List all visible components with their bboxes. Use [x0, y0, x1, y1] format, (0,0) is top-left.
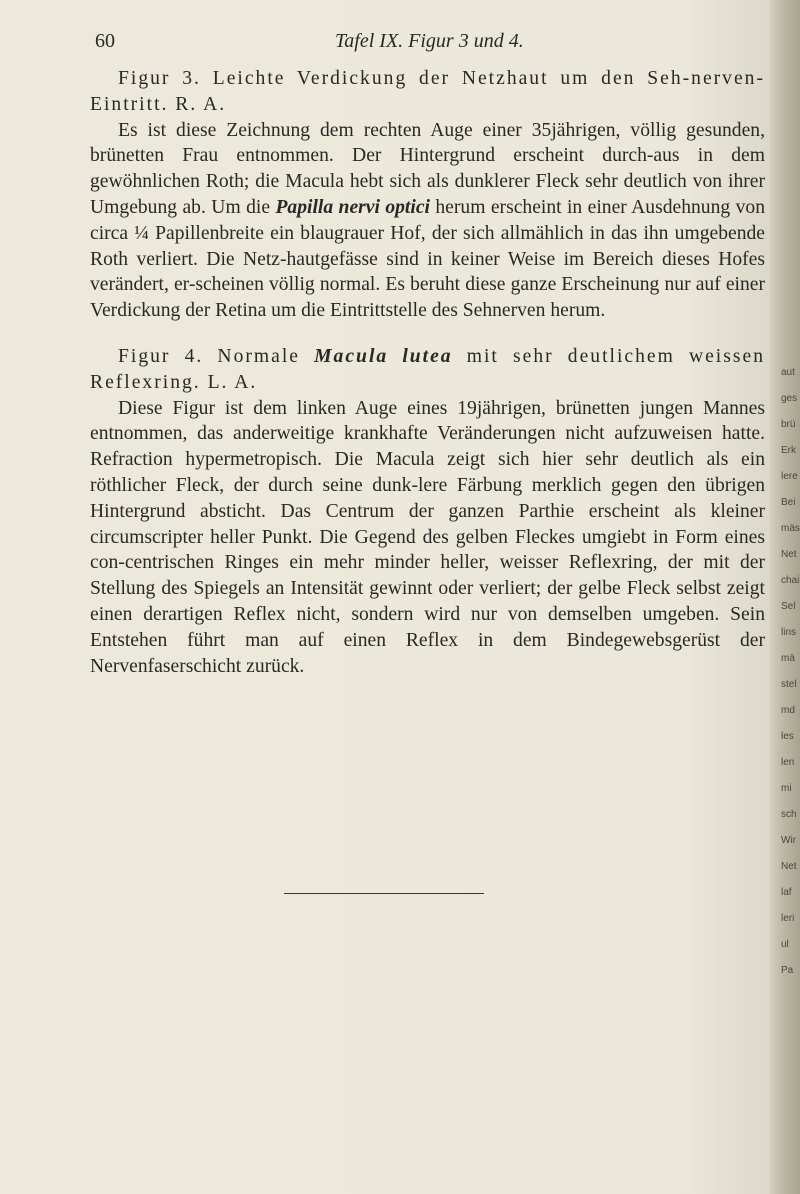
edge-fragment: len [781, 757, 795, 768]
edge-fragment: mäs [781, 523, 800, 534]
edge-fragment: Erk [781, 445, 796, 456]
figur4-heading-suffix: mit sehr deutlichem weissen Reflexring. L. A. [90, 345, 765, 393]
section-gap [90, 324, 765, 344]
edge-fragment: md [781, 705, 795, 716]
figur3-italic-term: Papilla nervi optici [275, 196, 430, 218]
body-text [90, 66, 765, 679]
edge-fragment: Sel [781, 601, 796, 612]
running-title: Tafel IX. Figur 3 und 4. [335, 30, 524, 52]
edge-fragment: ges [781, 393, 798, 404]
edge-fragment: chai [781, 575, 800, 586]
edge-fragment: brü [781, 419, 796, 430]
figur3-paragraph [90, 118, 765, 324]
figur4-heading [90, 344, 765, 396]
edge-fragment: Net [781, 861, 797, 872]
figur4-heading-prefix: Figur 4. Normale [118, 345, 315, 367]
edge-fragment: Wir [781, 835, 796, 846]
edge-fragment: mi [781, 783, 792, 794]
edge-fragment: les [781, 731, 794, 742]
figur4-heading-latin: Macula lutea [314, 345, 453, 367]
edge-fragment: lere [781, 471, 798, 482]
edge-fragment: Net [781, 549, 797, 560]
edge-fragment: stel [781, 679, 797, 690]
page-number: 60 [95, 30, 115, 52]
edge-fragment: ul [781, 939, 789, 950]
edge-fragment: Pa [781, 965, 794, 976]
edge-fragment: leri [781, 913, 795, 924]
edge-fragment: lins [781, 627, 797, 638]
edge-text-fragments [781, 360, 800, 984]
figur3-text-part2: herum erscheint in einer Ausdehnung von circa ¼ Papillenbreite ein blaugrauer Hof, der sich allmählich in das ihn umgebende Roth verliert. Die Netz-hautgefässe sind in keiner Weise im Bereich dieses Hofes verändert, er-scheinen völlig normal. Es beruht diese ganze Erscheinung nur auf einer Verdickung der Retina um die Eintrittstelle des Sehnerven herum. [90, 196, 765, 322]
edge-fragment: laf [781, 887, 792, 898]
footer-rule [284, 893, 484, 894]
edge-fragment: sch [781, 809, 797, 820]
edge-fragment: Bei [781, 497, 796, 508]
edge-fragment: aut [781, 367, 795, 378]
page-header [95, 30, 755, 60]
figur3-heading: Figur 3. Leichte Verdickung der Netzhaut um den Seh-nerven-Eintritt. R. A. [90, 68, 765, 115]
figur3-text-part1: Es ist diese Zeichnung dem rechten Auge einer 35jährigen, völlig gesunden, brünetten Frau entnommen. Der Hintergrund erscheint durch-aus in dem gewöhnlichen Roth; die Macula hebt sich als dunklerer Fleck sehr deutlich von ihrer Umgebung ab. Um die [90, 119, 765, 218]
edge-fragment: mä [781, 653, 795, 664]
figur4-paragraph: Diese Figur ist dem linken Auge eines 19jährigen, brünetten jungen Mannes entnommen, das anderweitige krankhafte Veränderungen nicht aufzuweisen hatte. Refraction hypermetropisch. Die Macula zeigt sich hier sehr deutlich als ein röthlicher Fleck, der durch seine dunk-lere Färbung merklich gegen den übrigen Hintergrund absticht. Das Centrum der ganzen Parthie erscheint als kleiner circumscripter heller Punkt. Die Gegend des gelben Fleckes umgiebt in Form eines con-centrischen Ringes ein mehr minder heller, weisser Reflexring, der mit der Stellung des Spiegels an Intensität gewinnt oder verliert; der gelbe Fleck selbst zeigt einen derartigen Reflex nicht, sondern wird nur von demselben umgeben. Sein Entstehen führt man auf einen Reflex in dem Bindegewebsgerüst der Nervenfaserschicht zurück. [90, 397, 765, 677]
